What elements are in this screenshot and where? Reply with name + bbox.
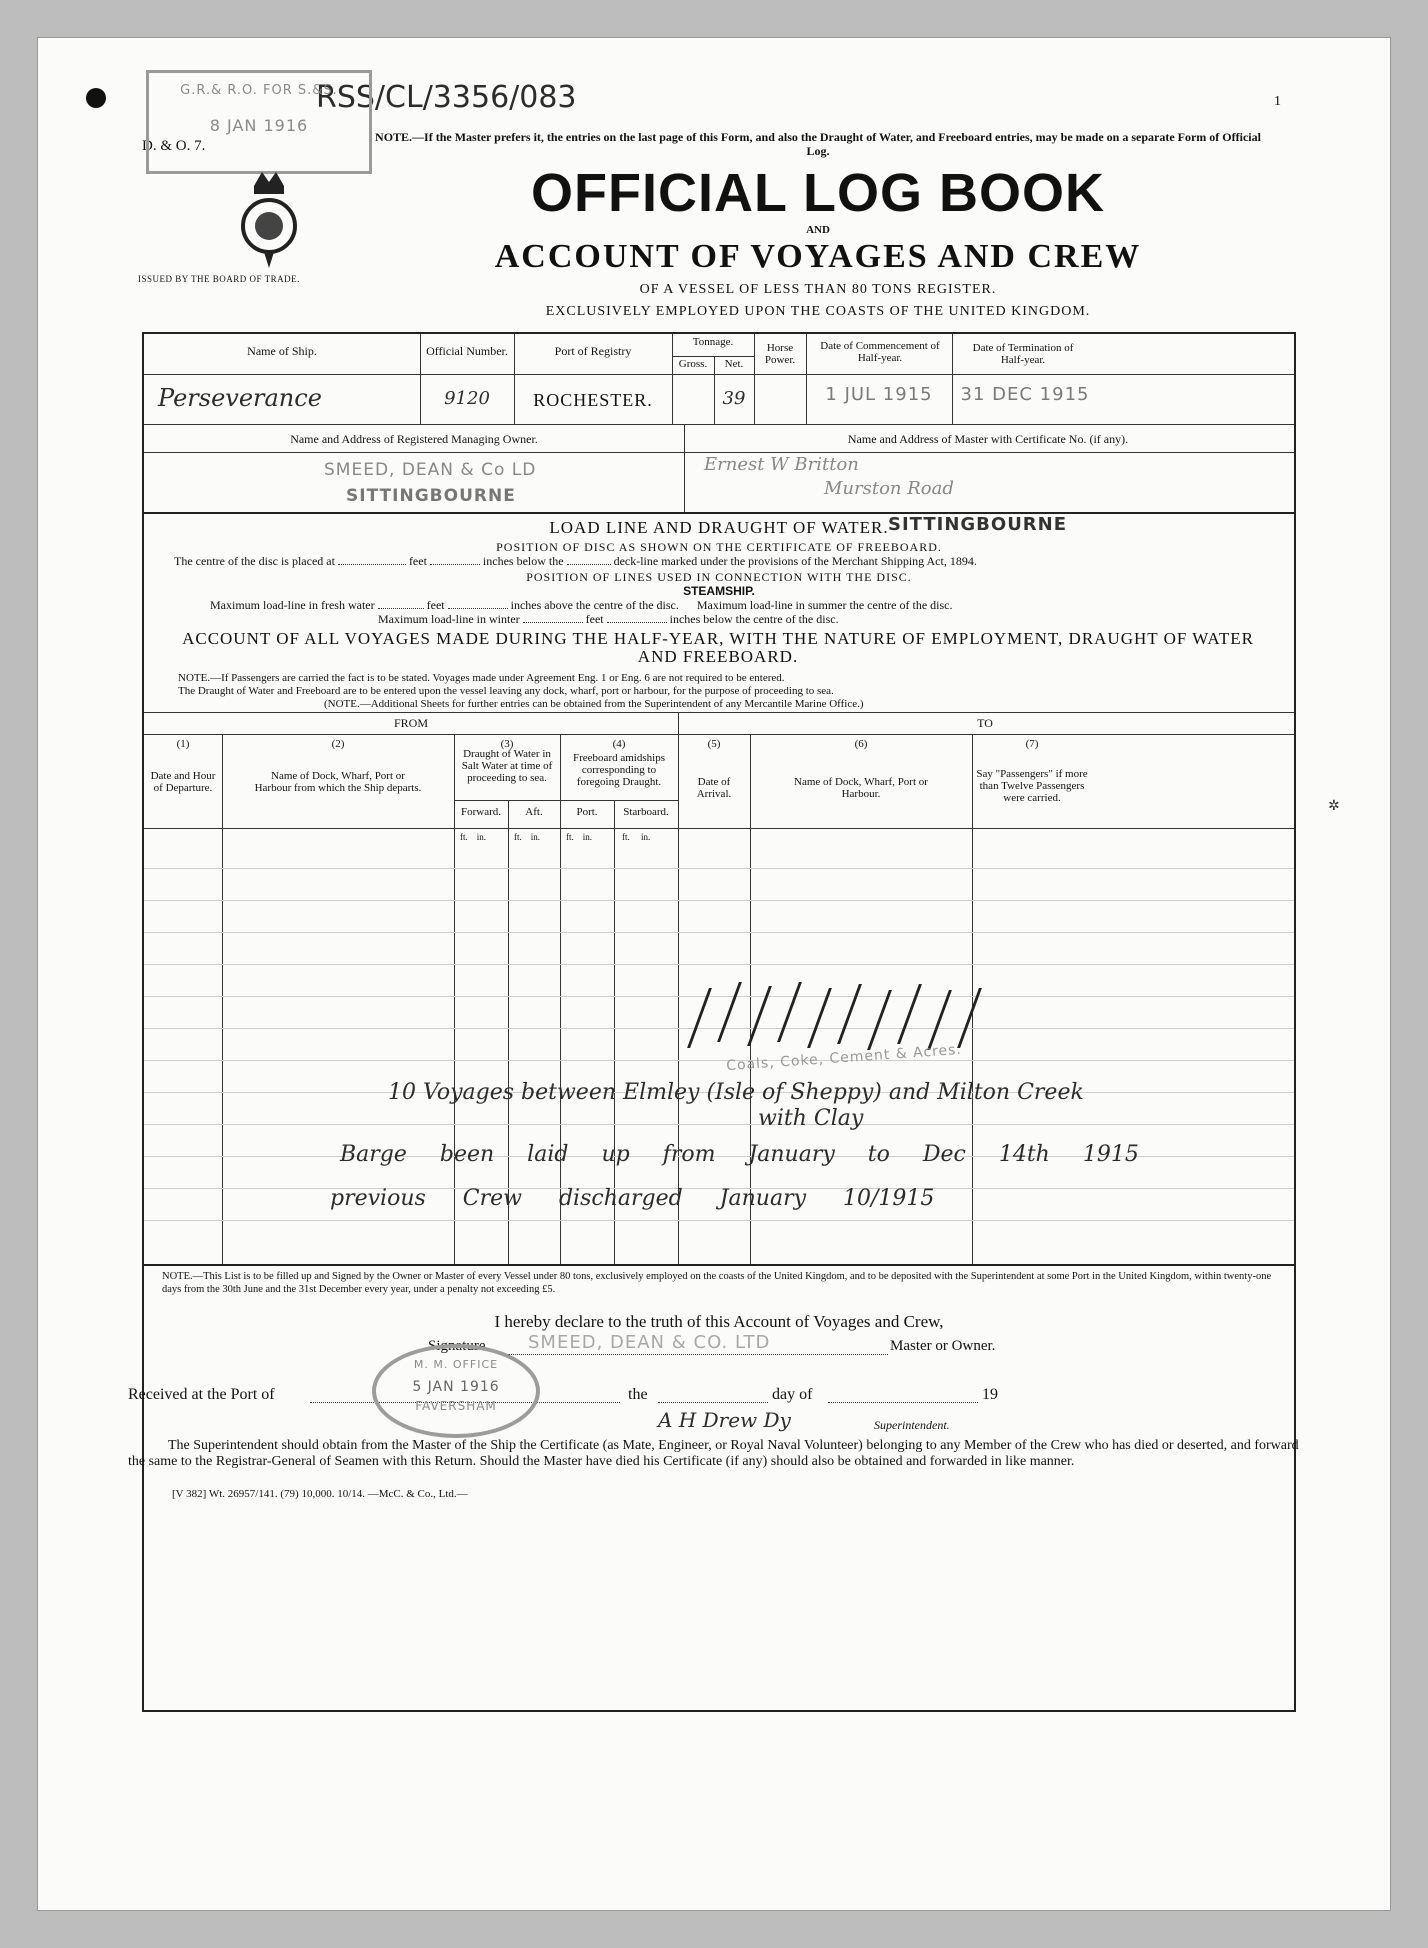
col-5-number: (5) (707, 738, 721, 750)
col-1-number: (1) (176, 738, 190, 750)
received-the-label: the (628, 1386, 648, 1403)
header-ship-name: Name of Ship. (247, 344, 317, 358)
page-number: 1 (1274, 94, 1281, 109)
col-7-label: Say "Passengers" if more than Twelve Passengers were carried. (976, 768, 1088, 804)
master-town-stamp: SITTINGBOURNE (888, 514, 1068, 535)
port-stamp-bottom: FAVERSHAM (415, 1399, 497, 1413)
received-port-label: Received at the Port of (128, 1386, 275, 1403)
account-note-1: NOTE.—If Passengers are carried the fact is to be stated. Voyages made under Agreement Eng. 1 or Eng. 6 are not required to be entered. (178, 672, 785, 684)
footer-note: NOTE.—This List is to be filled up and Signed by the Owner or Master of every Vessel under 80 tons, exclusively employed on the coasts of the United Kingdom, and to be deposited with the Superintendent at some Port in the United Kingdom, within twenty-one days from the 30th June and the 31st December every year, under a penalty not exceeding £5. (162, 1271, 1272, 1295)
account-title: ACCOUNT OF ALL VOYAGES MADE DURING THE HALF-YEAR, WITH THE NATURE OF EMPLOYMENT, DRAUGHT OF WATER AND FREEBOARD. (182, 629, 1254, 666)
ft-in-aft: ft. in. (514, 832, 541, 842)
port-stamp-date: 5 JAN 1916 (412, 1379, 500, 1395)
disc-position-line: The centre of the disc is placed at feet inches below the deck-line marked under the provisions of the Merchant Shipping Act, 1894. (174, 554, 977, 568)
header-official-number: Official Number. (426, 344, 508, 358)
issued-by: ISSUED BY THE BOARD OF TRADE. (138, 274, 300, 284)
col-3-number: (3) (500, 738, 514, 750)
entry-line-1: 10 Voyages between Elmley (Isle of Sheppy) and Milton Creek (388, 1080, 1084, 1105)
col-4-number: (4) (612, 738, 626, 750)
superintendent-instructions: The Superintendent should obtain from the Master of the Ship the Certificate (as Mate, Engineer, or Royal Naval Volunteer) belonging to any Member of the Crew who has died or deserted, and forward the same to the Registrar-General of Seamen with this Return. Should the Master have died his Certificate (if any) should also be obtained and forwarded in like manner. (128, 1438, 1299, 1469)
title-and: AND (806, 224, 830, 236)
form-border (142, 332, 1296, 1712)
ship-name-value: Perseverance (158, 384, 322, 412)
disc-title: POSITION OF DISC AS SHOWN ON THE CERTIFICATE OF FREEBOARD. (496, 540, 942, 554)
form-code: D. & O. 7. (142, 138, 206, 154)
declaration: I hereby declare to the truth of this Account of Voyages and Crew, (494, 1312, 944, 1331)
ft-in-starboard: ft. in. (622, 832, 651, 842)
received-stamp-text: G.R.& R.O. FOR S.&S. (180, 83, 338, 98)
header-port-registry: Port of Registry (554, 344, 632, 358)
account-note-2: The Draught of Water and Freeboard are to be entered upon the vessel leaving any dock, wharf, port or harbour, for the purpose of proceeding to sea. (178, 685, 834, 697)
entry-line-2: with Clay (758, 1106, 864, 1131)
col-3-label: Draught of Water in Salt Water at time of proceeding to sea. (461, 748, 553, 784)
port-office-stamp (372, 1344, 540, 1438)
col-6-number: (6) (854, 738, 868, 750)
header-termination: Date of Termination of Half-year. (972, 342, 1074, 366)
header-tonnage: Tonnage. (692, 336, 734, 348)
account-note-3: (NOTE.—Additional Sheets for further entries can be obtained from the Superintendent of any Mercantile Marine Office.) (324, 698, 864, 710)
col-2-number: (2) (331, 738, 345, 750)
starboard-header: Starboard. (623, 806, 669, 818)
margin-mark-icon: ✲ (1328, 799, 1340, 814)
master-address-value: Murston Road (824, 478, 954, 499)
header-net: Net. (724, 358, 744, 370)
owner-name-stamp: SMEED, DEAN & Co LD (324, 460, 537, 480)
received-stamp (146, 70, 372, 174)
owner-label: Name and Address of Registered Managing Owner. (290, 432, 538, 446)
header-gross: Gross. (678, 358, 708, 370)
archive-reference: RSS/CL/3356/083 (316, 80, 577, 115)
port-registry-value: ROCHESTER. (533, 390, 653, 410)
ft-in-port: ft. in. (566, 832, 593, 842)
page-title: OFFICIAL LOG BOOK (531, 163, 1105, 223)
winter-line: Maximum load-line in winter feet inches below the centre of the disc. (378, 612, 839, 626)
termination-value: 31 DEC 1915 (960, 384, 1090, 405)
aft-header: Aft. (525, 806, 543, 818)
header-horse-power: Horse Power. (764, 342, 796, 366)
to-header: TO (977, 716, 993, 730)
superintendent-label: Superintendent. (874, 1418, 950, 1432)
col-7-number: (7) (1025, 738, 1039, 750)
subtitle-line-1: OF A VESSEL OF LESS THAN 80 TONS REGISTER. (639, 282, 997, 297)
entry-line-3: Barge been laid up from January to Dec 14th 1915 (340, 1142, 1139, 1167)
signature-label: Signature (428, 1338, 486, 1354)
port-header: Port. (576, 806, 598, 818)
received-day-label: day of (772, 1386, 813, 1403)
master-label: Name and Address of Master with Certificate No. (if any). (847, 432, 1129, 446)
port-stamp-top: M. M. OFFICE (413, 1358, 499, 1371)
col-1-label: Date and Hour of Departure. (150, 770, 216, 794)
received-stamp-date: 8 JAN 1916 (209, 116, 309, 135)
owner-town-stamp: SITTINGBOURNE (346, 486, 516, 506)
official-number-value: 9120 (444, 388, 490, 409)
col-2-label: Name of Dock, Wharf, Port or Harbour from which the Ship departs. (254, 770, 422, 794)
lines-title: POSITION OF LINES USED IN CONNECTION WITH THE DISC. (526, 570, 912, 584)
subtitle-line-2: EXCLUSIVELY EMPLOYED UPON THE COASTS OF THE UNITED KINGDOM. (545, 304, 1091, 319)
royal-crest-icon (234, 164, 304, 274)
commencement-value: 1 JUL 1915 (825, 384, 933, 405)
entry-line-4: previous Crew discharged January 10/1915 (330, 1186, 935, 1211)
punch-hole (86, 88, 106, 108)
master-name-value: Ernest W Britton (704, 454, 859, 475)
account-notes (178, 672, 1278, 711)
ft-in-forward: ft. in. (460, 832, 487, 842)
net-tonnage-value: 39 (722, 388, 746, 409)
header-note: NOTE.—If the Master prefers it, the entries on the last page of this Form, and also the Draught of Water, and Freeboard entries, may be made on a separate Form of Official Log. (375, 130, 1261, 158)
from-header: FROM (393, 716, 428, 730)
forward-header: Forward. (460, 806, 502, 818)
received-year-label: 19 (982, 1386, 998, 1403)
col-6-label: Name of Dock, Wharf, Port or Harbour. (794, 776, 928, 800)
cargo-stamp: Coals, Coke, Cement & Acres. (725, 1041, 963, 1075)
signature-stamp: SMEED, DEAN & CO. LTD (528, 1332, 771, 1353)
col-5-label: Date of Arrival. (696, 776, 732, 800)
fresh-water-line: Maximum load-line in fresh water feet inches above the centre of the disc. Maximum load-line in summer the centre of the disc. (210, 598, 953, 612)
load-line-title: LOAD LINE AND DRAUGHT OF WATER. (549, 518, 889, 537)
header-commencement: Date of Commencement of Half-year. (820, 340, 940, 364)
master-owner-label: Master or Owner. (890, 1338, 996, 1354)
superintendent-signature: A H Drew Dy (658, 1408, 791, 1432)
page-subtitle: ACCOUNT OF VOYAGES AND CREW (494, 238, 1142, 275)
steamship-label: STEAMSHIP. (683, 584, 755, 598)
log-book-page (38, 38, 1390, 1910)
col-4-label: Freeboard amidships corresponding to foregoing Draught. (573, 752, 665, 788)
printer-line: [V 382] Wt. 26957/141. (79) 10,000. 10/14. —McC. & Co., Ltd.— (172, 1488, 468, 1500)
